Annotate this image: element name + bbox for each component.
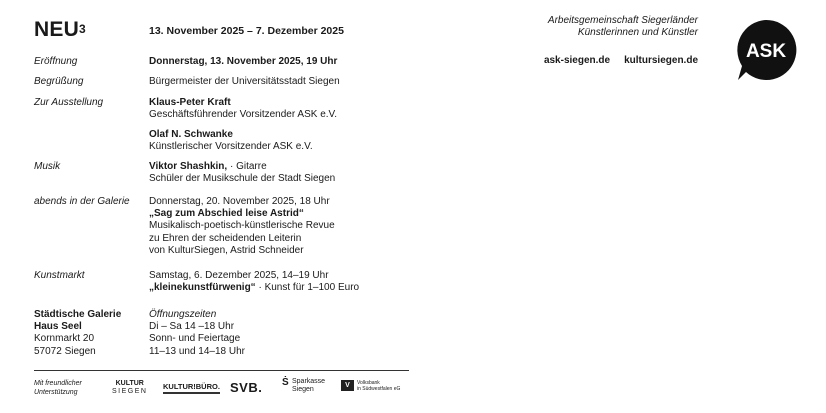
label-music: Musik xyxy=(34,161,61,172)
sponsor-kultur-siegen xyxy=(112,380,147,396)
sponsor-text: KULTUR xyxy=(115,380,144,387)
exhibition-dates: 13. November 2025 – 7. Dezember 2025 xyxy=(149,25,344,37)
opening-hours xyxy=(149,309,245,358)
hours-title: Öffnungszeiten xyxy=(149,309,217,320)
label-opening: Eröffnung xyxy=(34,56,78,67)
logo-text: ASK xyxy=(745,41,787,62)
musician-name: Viktor Shashkin, xyxy=(149,161,228,172)
speaker-name: Olaf N. Schwanke xyxy=(149,129,233,140)
evening-title: „Sag zum Abschied leise Astrid“ xyxy=(149,208,304,220)
org-line: Künstlerinnen und Künstler xyxy=(577,27,698,38)
market-title: „kleinekunstfürwenig“ xyxy=(149,282,256,294)
organisation-name xyxy=(548,15,698,39)
hours-line: Sonn- und Feiertage xyxy=(149,333,241,345)
speaker-name: Klaus-Peter Kraft xyxy=(149,97,231,108)
venue-address xyxy=(34,309,121,358)
footer-divider xyxy=(34,370,409,371)
venue-name-2: Haus Seel xyxy=(34,321,82,333)
evening-desc-1: Musikalisch-poetisch-künstlerische Revue xyxy=(149,220,335,232)
title-superscript: 3 xyxy=(78,22,86,36)
speaker-role: Geschäftsführender Vorsitzender ASK e.V. xyxy=(149,109,338,121)
market-desc: · Kunst für 1–100 Euro xyxy=(255,282,360,294)
link-ask-siegen[interactable]: ask-siegen.de xyxy=(543,55,611,66)
welcome-speaker: Bürgermeister der Universitätsstadt Siegen xyxy=(149,76,340,87)
sponsor-text: Sparkasse xyxy=(292,378,326,385)
sponsor-text: Siegen xyxy=(292,386,314,393)
speaker-role: Künstlerischer Vorsitzender ASK e.V. xyxy=(149,141,313,153)
label-introduction: Zur Ausstellung xyxy=(34,97,104,108)
hours-line: Di – Sa 14 –18 Uhr xyxy=(149,321,235,333)
music-block xyxy=(149,161,335,185)
evening-desc-3: von KulturSiegen, Astrid Schneider xyxy=(149,244,304,256)
link-kultursiegen[interactable]: kultursiegen.de xyxy=(624,55,698,66)
ask-logo xyxy=(734,18,798,82)
web-links xyxy=(544,55,698,66)
market-date: Samstag, 6. Dezember 2025, 14–19 Uhr xyxy=(149,270,329,281)
sponsor-svb: SVB. xyxy=(230,380,263,395)
thanks-line: Mit freundlicher xyxy=(34,380,82,387)
sponsor-text: in Südwestfalen eG xyxy=(357,386,401,392)
hours-line: 11–13 und 14–18 Uhr xyxy=(149,345,246,357)
venue-city: 57072 Siegen xyxy=(34,345,96,357)
speaker-block-2 xyxy=(149,129,313,153)
evening-desc-2: zu Ehren der scheidenden Leiterin xyxy=(149,232,302,244)
evening-date: Donnerstag, 20. November 2025, 18 Uhr xyxy=(149,196,330,207)
volksbank-icon: V xyxy=(341,380,354,391)
market-block xyxy=(149,270,359,294)
sponsor-volksbank xyxy=(341,380,400,392)
sponsor-kulturbuero: KULTUR!BÜRO. xyxy=(163,382,220,394)
thanks-line: Unterstützung xyxy=(34,388,78,396)
sponsor-thanks xyxy=(34,380,82,397)
label-evening-event: abends in der Galerie xyxy=(34,196,130,207)
musician-note: Schüler der Musikschule der Stadt Siegen xyxy=(149,173,336,185)
speaker-block-1 xyxy=(149,97,337,121)
sponsor-sparkasse xyxy=(282,378,325,394)
org-line: Arbeitsgemeinschaft Siegerländer xyxy=(547,15,698,26)
venue-name: Städtische Galerie xyxy=(34,309,122,320)
label-art-market: Kunstmarkt xyxy=(34,270,85,281)
opening-date: Donnerstag, 13. November 2025, 19 Uhr xyxy=(149,56,338,67)
evening-block xyxy=(149,196,335,257)
exhibition-title: NEU$^3$ xyxy=(34,18,86,41)
venue-street: Kornmarkt 20 xyxy=(34,333,95,345)
sparkasse-icon: Ṡ xyxy=(282,377,289,388)
label-welcome: Begrüßung xyxy=(34,76,84,87)
sponsor-text: SIEGEN xyxy=(112,388,148,395)
sponsor-text: Volksbank xyxy=(357,380,380,386)
musician-instrument: · Gitarre xyxy=(229,161,267,172)
